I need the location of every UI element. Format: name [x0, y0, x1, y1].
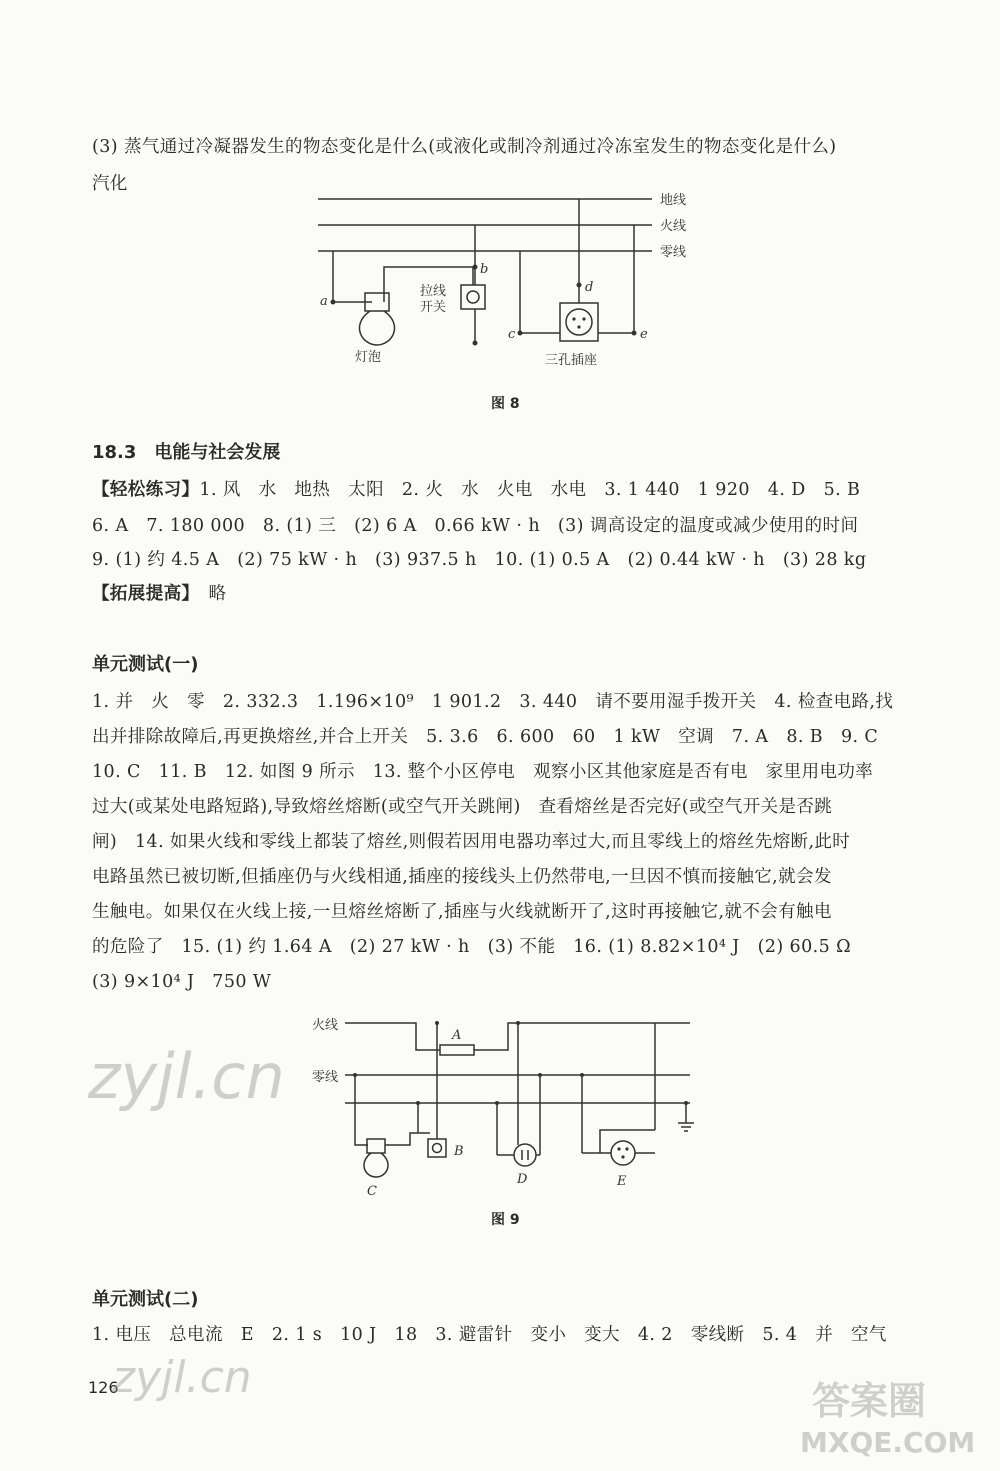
unit2-title: 单元测试(二)	[92, 1289, 199, 1310]
s18-line-4	[92, 580, 226, 605]
fig9-label-C: C	[367, 1184, 377, 1199]
watermark-mxqe: MXQE.COM	[800, 1426, 976, 1459]
tag-extension: 【拓展提高】	[92, 584, 191, 604]
s18-line-1-text: 1. 风 水 地热 太阳 2. 火 水 火电 水电 3. 1 440 1 920 4. D 5. B	[199, 480, 861, 500]
watermark-zyjl-center: zyjl.cn	[88, 1040, 285, 1113]
label-ground: 地线	[660, 193, 687, 208]
q3-answer: 汽化	[92, 174, 128, 194]
unit1-line-6: 电路虽然已被切断,但插座仍与火线相通,插座的接线头上仍然带电,一旦因不慎而接触它,就会发	[92, 867, 832, 887]
unit1-line-5: 闸) 14. 如果火线和零线上都装了熔丝,则假若因用电器功率过大,而且零线上的熔丝先熔断,此时	[92, 832, 851, 852]
figure-9-caption: 图 9	[491, 1212, 520, 1228]
fig9-label-E: E	[617, 1174, 627, 1189]
label-switch-top: 拉线	[420, 284, 447, 299]
label-bulb: 灯泡	[355, 350, 382, 365]
label-switch-bottom: 开关	[420, 300, 447, 315]
unit1-line-8: 的危险了 15. (1) 约 1.64 A (2) 27 kW · h (3) 不能 16. (1) 8.82×10⁴ J (2) 60.5 Ω	[92, 937, 851, 957]
s18-line-4-text: 略	[190, 584, 227, 604]
watermark-answer-circle: 答案圈	[812, 1379, 927, 1423]
figure-8-caption: 图 8	[491, 396, 520, 412]
section-title: 18.3 电能与社会发展	[92, 442, 281, 463]
label-b: b	[480, 262, 489, 277]
unit1-line-2: 出并排除故障后,再更换熔丝,并合上开关 5. 3.6 6. 600 60 1 kW 空调 7. A 8. B 9. C	[92, 727, 879, 747]
fig9-label-live: 火线	[312, 1018, 339, 1033]
label-c: c	[508, 327, 516, 342]
unit1-line-3: 10. C 11. B 12. 如图 9 所示 13. 整个小区停电 观察小区其他家庭是否有电 家里用电功率	[92, 762, 874, 782]
fig9-label-B: B	[454, 1144, 464, 1159]
fig9-label-D: D	[517, 1172, 528, 1187]
s18-line-2: 6. A 7. 180 000 8. (1) 三 (2) 6 A 0.66 kW · h (3) 调高设定的温度或减少使用的时间	[92, 516, 859, 536]
fig9-label-neutral: 零线	[312, 1070, 339, 1085]
unit1-line-4: 过大(或某处电路短路),导致熔丝熔断(或空气开关跳闸) 查看熔丝是否完好(或空气开关是否跳	[92, 797, 833, 817]
label-e: e	[640, 327, 648, 342]
label-d: d	[585, 280, 594, 295]
label-neutral: 零线	[660, 245, 687, 260]
label-socket: 三孔插座	[545, 353, 598, 368]
page-number: 126	[88, 1378, 119, 1397]
unit1-line-9: (3) 9×10⁴ J 750 W	[92, 972, 272, 992]
s18-line-1	[92, 476, 860, 501]
unit2-line-1: 1. 电压 总电流 E 2. 1 s 10 J 18 3. 避雷针 变小 变大 4. 2 零线断 5. 4 并 空气	[92, 1325, 887, 1345]
label-live: 火线	[660, 219, 687, 234]
q3-question: (3) 蒸气通过冷凝器发生的物态变化是什么(或液化或制冷剂通过冷冻室发生的物态变化是什么)	[92, 137, 837, 157]
s18-line-3: 9. (1) 约 4.5 A (2) 75 kW · h (3) 937.5 h 10. (1) 0.5 A (2) 0.44 kW · h (3) 28 kg	[92, 550, 867, 570]
unit1-title: 单元测试(一)	[92, 654, 199, 675]
label-a: a	[320, 294, 328, 309]
unit1-line-1: 1. 并 火 零 2. 332.3 1.196×10⁹ 1 901.2 3. 440 请不要用湿手拨开关 4. 检查电路,找	[92, 692, 894, 712]
watermark-zyjl-bottom: zyjl.cn	[112, 1352, 252, 1403]
tag-easy-practice: 【轻松练习】	[92, 480, 200, 500]
unit1-line-7: 生触电。如果仅在火线上接,一旦熔丝熔断了,插座与火线就断开了,这时再接触它,就不会有触电	[92, 902, 832, 922]
figure-8-diagram	[0, 185, 1000, 565]
fig9-label-A: A	[452, 1028, 462, 1043]
